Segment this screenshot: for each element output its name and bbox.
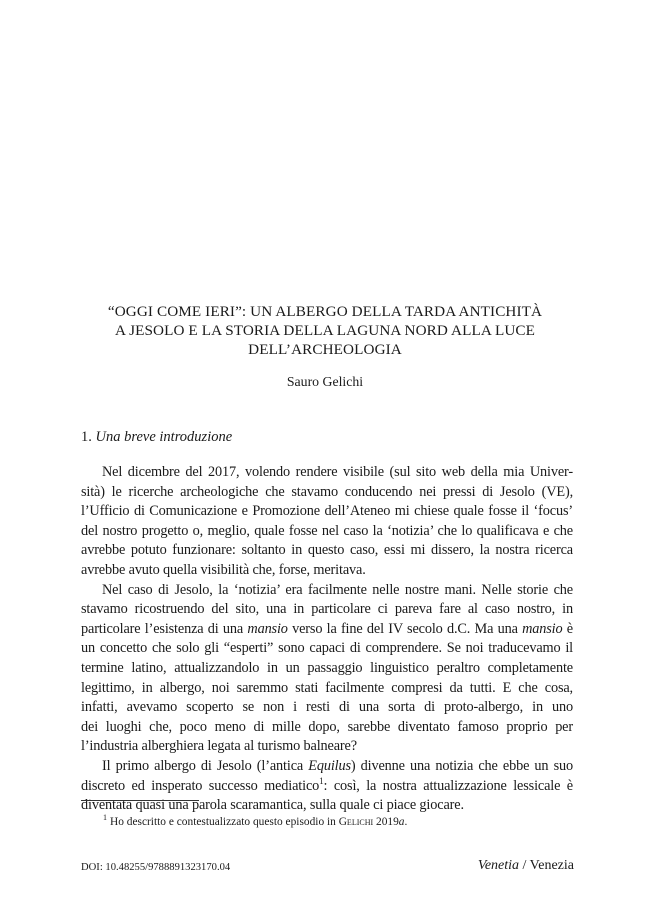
footnote-citation-suffix: a [398,816,405,828]
footnote-citation-year: 2019 [373,816,399,828]
text-line [81,620,573,640]
journal-volume: / Venezia [519,858,574,873]
italic-term: mansio [247,620,288,637]
text-line: avrebbe avuto quella visibilità che, forse, meritava. [81,561,366,578]
text-run: particolare l’esistenza di una [81,620,248,637]
text-line: avrebbe potuto funzionare: soltanto in questo caso, essi mi dissero, la nostra ricerca [81,542,573,559]
text-line: dei luoghi che, poco meno di mille dopo, sarebbe diventato famoso proprio per [81,718,573,735]
footnote-mark: 1 [103,813,107,823]
text-line: legittimo, in albergo, noi saremmo stati facilmente compresi da tutti. E che cosa, [81,679,573,696]
title-line: “OGGI COME IERI”: UN ALBERGO DELLA TARDA ANTICHITÀ [107,303,543,320]
text-line: termine latino, attualizzandolo in un passaggio linguistico peraltro completamente [81,659,573,676]
text-line: sità) le ricerche archeologiche che stavamo conducendo nei pressi di Jesolo (VE), [81,483,573,500]
text-run: è [562,620,573,637]
section-title: Una breve introduzione [95,429,233,445]
text-line [81,777,573,797]
italic-term: mansio [522,620,563,637]
journal-series: Venetia [477,858,520,873]
footnote-text: Ho descritto e contestualizzato questo episodio in [110,816,339,828]
section-number: 1. [81,429,92,445]
text-line: l’industria alberghiera legata al turismo balneare? [81,738,357,755]
text-line: Nel dicembre del 2017, volendo rendere visibile (sul sito web della mia Univer- [102,464,573,480]
text-line: stavamo ricostruendo del sito, una in particolare ci pareva fare al caso nostro, in [81,601,573,618]
footnote-divider [81,800,199,801]
footnote [103,813,408,828]
text-line: Nel caso di Jesolo, la ‘notizia’ era facilmente nelle nostre mani. Nelle storie che [102,581,573,598]
text-run: : così, la nostra attualizzazione lessicale è [323,777,573,794]
text-run: ) divenne una notizia che ebbe un suo [350,757,573,774]
text-line: del nostro progetto o, meglio, quale fosse nel caso la ‘notizia’ che lo qualificava e che [81,522,573,539]
text-run: discreto ed insperato successo mediatico [81,777,320,794]
doi-label: DOI: 10.48255/9788891323170.04 [81,862,231,873]
journal-name [478,858,574,874]
text-line: infatti, avevamo scoperto se non i resti di una sorta di proto-albergo, in uno [81,699,573,716]
body-text [81,463,573,816]
text-run: Il primo albergo di Jesolo (l’antica [102,757,309,774]
italic-term: Equilus [308,757,351,774]
article-title [80,302,570,359]
text-line: un concetto che solo gli “esperti” sono capaci di comprendere. Se noi traducevamo il [81,640,573,657]
footnote-end: . [404,816,408,828]
title-line: DELL’ARCHEOLOGIA [248,341,402,358]
text-line: diventata quasi una parola scaramantica, sulla quale ci piace giocare. [81,797,464,814]
text-line [81,757,573,777]
section-heading [81,429,232,446]
text-line: l’Ufficio di Comunicazione e Promozione dell’Ateneo mi chiese quale fosse il ‘focus’ [81,503,573,520]
footnote-citation-author: Gelichi [338,816,374,828]
author-name: Sauro Gelichi [286,374,364,389]
text-run: verso la fine del IV secolo d.C. Ma una [287,620,523,637]
footnote-reference[interactable]: 1 [319,775,324,786]
title-line: A JESOLO E LA STORIA DELLA LAGUNA NORD ALLA LUCE [114,322,536,339]
